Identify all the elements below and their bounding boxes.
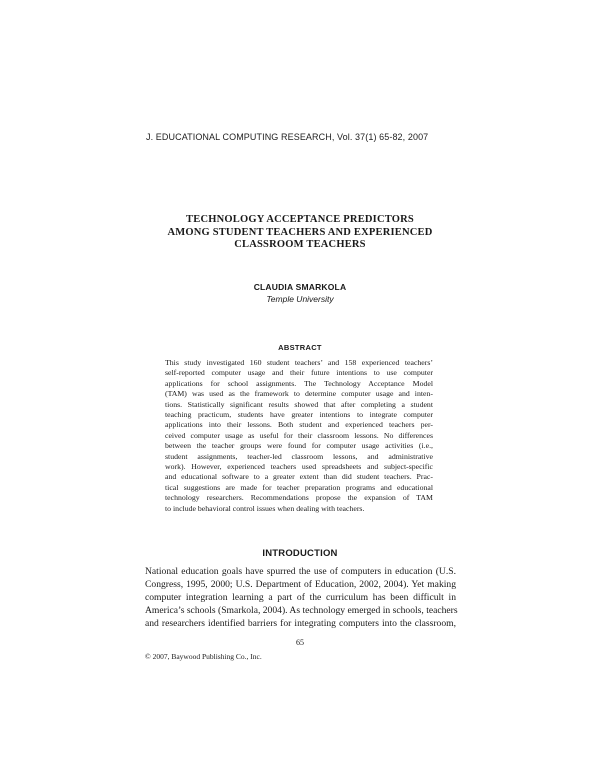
page-number: 65 bbox=[296, 638, 304, 647]
article-title bbox=[140, 214, 460, 252]
journal-citation: J. EDUCATIONAL COMPUTING RESEARCH, Vol. 37(1) 65-82, 2007 bbox=[146, 132, 429, 142]
title-line: CLASSROOM TEACHERS bbox=[234, 239, 366, 250]
abstract-line: teaching practicum, students have greater intentions to integrate computer bbox=[165, 410, 433, 420]
abstract-line: to include behavioral control issues when dealing with teachers. bbox=[165, 503, 365, 513]
abstract-line: work). However, experienced teachers used spreadsheets and subject-specific bbox=[165, 462, 433, 472]
copyright-notice: © 2007, Baywood Publishing Co., Inc. bbox=[145, 652, 262, 661]
abstract-line: student assignments, teacher-led classroom lessons, and administrative bbox=[165, 451, 433, 461]
abstract-line: ceived computer usage as useful for their classroom lessons. No differences bbox=[165, 430, 433, 440]
body-line: America’s schools (Smarkola, 2004). As technology emerged in schools, teachers bbox=[145, 605, 458, 616]
abstract-line: This study investigated 160 student teachers’ and 158 experienced teachers’ bbox=[165, 358, 433, 367]
title-line: AMONG STUDENT TEACHERS AND EXPERIENCED bbox=[167, 226, 433, 238]
introduction-text bbox=[145, 565, 456, 630]
author-name: CLAUDIA SMARKOLA bbox=[253, 282, 347, 292]
abstract-line: technology researchers. Recommendations propose the expansion of TAM bbox=[165, 493, 433, 503]
introduction-heading: INTRODUCTION bbox=[262, 548, 338, 559]
abstract-line: applications for school assignments. The Technology Acceptance Model bbox=[165, 378, 433, 388]
abstract-line: tions. Statistically significant results showed that after completing a student bbox=[165, 399, 433, 409]
abstract-line: applications into their lessons. Both student and experienced teachers per- bbox=[165, 420, 433, 430]
abstract-heading: ABSTRACT bbox=[278, 343, 322, 352]
abstract-line: (TAM) was used as the framework to determine computer usage and inten- bbox=[165, 389, 433, 399]
abstract-line: self-reported computer usage and their future intentions to use computer bbox=[165, 368, 433, 378]
body-line: computer integration learning a part of the curriculum has been difficult in bbox=[145, 592, 456, 603]
abstract-line: tical suggestions are made for teacher preparation programs and educational bbox=[165, 482, 433, 492]
body-line: National education goals have spurred the use of computers in education (U.S. bbox=[145, 566, 456, 577]
body-line: Congress, 1995, 2000; U.S. Department of Education, 2002, 2004). Yet making bbox=[145, 579, 456, 590]
abstract-line: and educational software to a greater extent than did student teachers. Prac- bbox=[165, 472, 433, 482]
author-affiliation: Temple University bbox=[266, 294, 334, 304]
body-line: and researchers identified barriers for integrating computers into the classroom, bbox=[145, 618, 456, 629]
abstract-text bbox=[165, 358, 433, 514]
title-line: TECHNOLOGY ACCEPTANCE PREDICTORS bbox=[186, 214, 414, 225]
abstract-line: between the teacher groups were found for computer usage activities (i.e., bbox=[165, 441, 433, 451]
